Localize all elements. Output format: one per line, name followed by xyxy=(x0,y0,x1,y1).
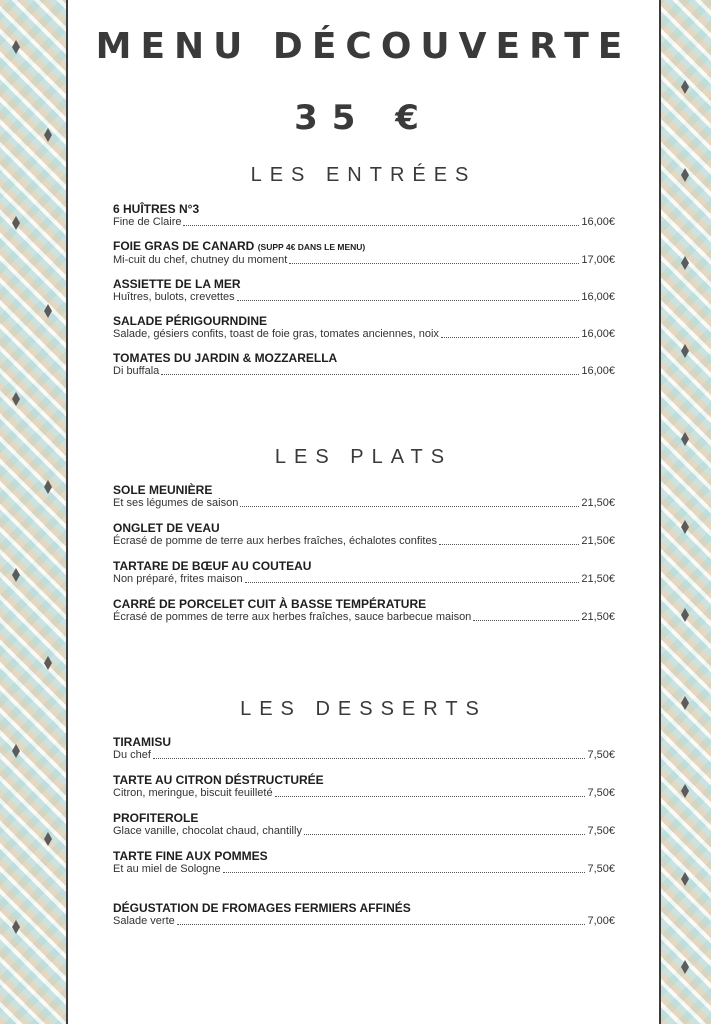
item-price: 21,50€ xyxy=(581,535,615,547)
dot-leader xyxy=(183,225,579,226)
item-name: CARRÉ DE PORCELET CUIT À BASSE TEMPÉRATURE xyxy=(113,597,427,611)
desserts-list xyxy=(113,735,615,928)
item-description: Et au miel de Sologne xyxy=(113,863,221,875)
dot-leader xyxy=(177,924,586,925)
dot-leader xyxy=(161,374,579,375)
diamond-ornament-icon xyxy=(681,608,689,622)
item-name: SALADE PÉRIGOURNDINE xyxy=(113,314,268,328)
item-price: 16,00€ xyxy=(581,216,615,228)
diamond-ornament-icon xyxy=(681,80,689,94)
dot-leader xyxy=(240,506,579,507)
dot-leader xyxy=(289,263,579,264)
diamond-ornament-icon xyxy=(44,480,52,494)
item-description: Huîtres, bulots, crevettes xyxy=(113,291,235,303)
item-price: 7,50€ xyxy=(587,787,615,799)
item-description: Glace vanille, chocolat chaud, chantilly xyxy=(113,825,302,837)
item-name: PROFITEROLE xyxy=(113,811,199,825)
left-decorative-border xyxy=(0,0,66,1024)
item-name: ASSIETTE DE LA MER xyxy=(113,277,241,291)
menu-item xyxy=(113,597,615,624)
dot-leader xyxy=(304,834,586,835)
dot-leader xyxy=(153,758,586,759)
diamond-ornament-icon xyxy=(681,168,689,182)
item-name: 6 HUÎTRES N°3 xyxy=(113,202,200,216)
menu-item xyxy=(113,483,615,510)
menu-title: MENU DÉCOUVERTE xyxy=(95,26,632,67)
item-description: Non préparé, frites maison xyxy=(113,573,243,585)
dot-leader xyxy=(223,872,586,873)
diamond-ornament-icon xyxy=(12,568,20,582)
section-title-plats: LES PLATS xyxy=(274,446,453,468)
dot-leader xyxy=(439,544,579,545)
item-note: (SUPP 4€ DANS LE MENU) xyxy=(257,242,366,252)
menu-item xyxy=(113,559,615,586)
item-price: 7,50€ xyxy=(587,863,615,875)
diamond-ornament-icon xyxy=(12,392,20,406)
item-name: TARTE AU CITRON DÉSTRUCTURÉE xyxy=(113,773,324,787)
item-price: 16,00€ xyxy=(581,328,615,340)
item-name: DÉGUSTATION DE FROMAGES FERMIERS AFFINÉS xyxy=(113,901,411,915)
item-description: Salade verte xyxy=(113,915,175,927)
diamond-ornament-icon xyxy=(44,656,52,670)
item-description: Mi-cuit du chef, chutney du moment xyxy=(113,254,288,266)
diamond-ornament-icon xyxy=(12,920,20,934)
item-name: ONGLET DE VEAU xyxy=(113,521,220,535)
panel-border-right xyxy=(659,0,661,1024)
dot-leader xyxy=(441,337,579,338)
item-name: TARTE FINE AUX POMMES xyxy=(113,849,268,863)
menu-item xyxy=(113,735,615,762)
menu-item xyxy=(113,521,615,548)
menu-item xyxy=(113,314,615,341)
item-description: Citron, meringue, biscuit feuilleté xyxy=(113,787,273,799)
dot-leader xyxy=(245,582,580,583)
dot-leader xyxy=(237,300,580,301)
item-price: 7,00€ xyxy=(587,915,615,927)
item-price: 21,50€ xyxy=(581,611,615,623)
menu-item xyxy=(113,202,615,229)
section-title-desserts: LES DESSERTS xyxy=(240,698,487,720)
item-description: Fine de Claire xyxy=(113,216,182,228)
diamond-ornament-icon xyxy=(681,432,689,446)
item-description: Du chef xyxy=(113,749,151,761)
menu-item xyxy=(113,351,615,378)
item-description: Écrasé de pomme de terre aux herbes fraîches, échalotes confites xyxy=(113,535,438,547)
right-decorative-border xyxy=(661,0,711,1024)
menu-item xyxy=(113,239,615,267)
item-price: 21,50€ xyxy=(581,573,615,585)
diamond-ornament-icon xyxy=(12,216,20,230)
menu-item xyxy=(113,849,615,876)
diamond-ornament-icon xyxy=(44,128,52,142)
diamond-ornament-icon xyxy=(44,304,52,318)
menu-item xyxy=(113,901,615,928)
diamond-ornament-icon xyxy=(681,520,689,534)
diamond-ornament-icon xyxy=(681,784,689,798)
panel-border-left xyxy=(66,0,68,1024)
item-price: 7,50€ xyxy=(587,825,615,837)
item-name: TARTARE DE BŒUF AU COUTEAU xyxy=(113,559,312,573)
item-name: SOLE MEUNIÈRE xyxy=(113,483,213,497)
dot-leader xyxy=(473,620,579,621)
item-price: 16,00€ xyxy=(581,365,615,377)
plats-list xyxy=(113,483,615,624)
item-price: 21,50€ xyxy=(581,497,615,509)
menu-item xyxy=(113,277,615,304)
diamond-ornament-icon xyxy=(681,696,689,710)
diamond-ornament-icon xyxy=(681,256,689,270)
section-title-entrees: LES ENTRÉES xyxy=(250,164,477,186)
diamond-ornament-icon xyxy=(12,744,20,758)
item-description: Di buffala xyxy=(113,365,160,377)
item-price: 17,00€ xyxy=(581,254,615,266)
entrees-list xyxy=(113,202,615,378)
menu-item xyxy=(113,773,615,800)
item-description: Et ses légumes de saison xyxy=(113,497,239,509)
item-price: 7,50€ xyxy=(587,749,615,761)
diamond-ornament-icon xyxy=(44,832,52,846)
item-price: 16,00€ xyxy=(581,291,615,303)
item-description: Salade, gésiers confits, toast de foie gras, tomates anciennes, noix xyxy=(113,328,439,340)
dot-leader xyxy=(275,796,586,797)
diamond-ornament-icon xyxy=(681,960,689,974)
item-name: TOMATES DU JARDIN & MOZZARELLA xyxy=(113,351,338,365)
diamond-ornament-icon xyxy=(12,40,20,54)
menu-price: 35 € xyxy=(294,98,433,138)
menu-item xyxy=(113,811,615,838)
diamond-ornament-icon xyxy=(681,872,689,886)
item-description: Écrasé de pommes de terre aux herbes fraîches, sauce barbecue maison xyxy=(113,611,472,623)
item-name: FOIE GRAS DE CANARD xyxy=(113,239,255,253)
item-name: TIRAMISU xyxy=(113,735,171,749)
diamond-ornament-icon xyxy=(681,344,689,358)
